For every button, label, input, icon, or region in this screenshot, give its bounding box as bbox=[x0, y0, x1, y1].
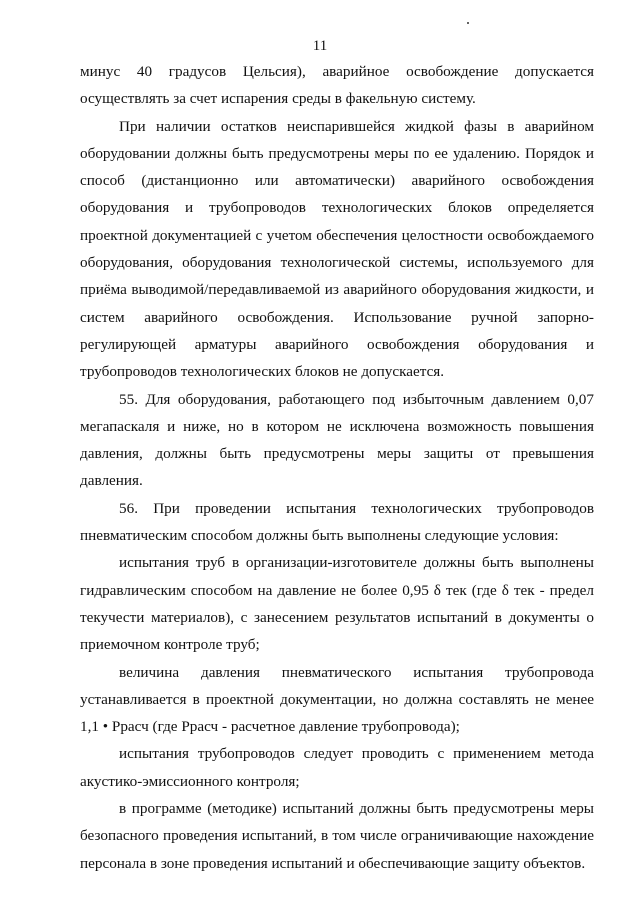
paragraph-condition-pressure: величина давления пневматического испытания трубопровода устанавливается в проектной документации, но должна составлять не менее 1,1 • Ррасч (где Ррасч - расчетное давление трубопровода); bbox=[80, 663, 594, 736]
paragraph-item-55: 55. Для оборудования, работающего под избыточным давлением 0,07 мегапаскаля и ниже, но в котором не исключена возможность повышения давления, должны быть предусмотрены меры защиты от превышения давления. bbox=[80, 390, 594, 490]
scan-speck bbox=[467, 22, 469, 24]
paragraph-condition-pipe-tests: испытания труб в организации-изготовителе должны быть выполнены гидравлическим способом на давление не более 0,95 δ тек (где δ тек - предел текучести материалов), с занесением результатов испытаний в документы о приемочном контроле труб; bbox=[80, 554, 594, 654]
paragraph-condition-acoustic: испытания трубопроводов следует проводить с применением метода акустико-эмиссионного контроля; bbox=[80, 745, 594, 790]
document-body bbox=[80, 58, 594, 877]
paragraph-continuation: минус 40 градусов Цельсия), аварийное освобождение допускается осуществлять за счет испарения среды в факельную систему. bbox=[80, 63, 594, 108]
page-number: 11 bbox=[312, 38, 328, 54]
paragraph-liquid-phase-removal: При наличии остатков неиспарившейся жидкой фазы в аварийном оборудовании должны быть предусмотрены меры по ее удалению. Порядок и способ (дистанционно или автоматически) аварийного освобождения оборудования и трубопроводов технологических блоков определяется проектной документацией с учетом обеспечения целостности освобождаемого оборудования, оборудования технологической системы, используемого для приёма выводимой/передавливаемой из аварийного оборудования жидкости, и систем аварийного освобождения. Использование ручной запорно-регулирующей арматуры аварийного освобождения оборудования и трубопроводов технологических блоков не допускается. bbox=[80, 117, 594, 381]
paragraph-condition-safety: в программе (методике) испытаний должны быть предусмотрены меры безопасного проведения испытаний, в том числе ограничивающие нахождение персонала в зоне проведения испытаний и обеспечивающие защиту объектов. bbox=[80, 800, 594, 872]
paragraph-item-56: 56. При проведении испытания технологических трубопроводов пневматическим способом должны быть выполнены следующие условия: bbox=[80, 499, 594, 545]
